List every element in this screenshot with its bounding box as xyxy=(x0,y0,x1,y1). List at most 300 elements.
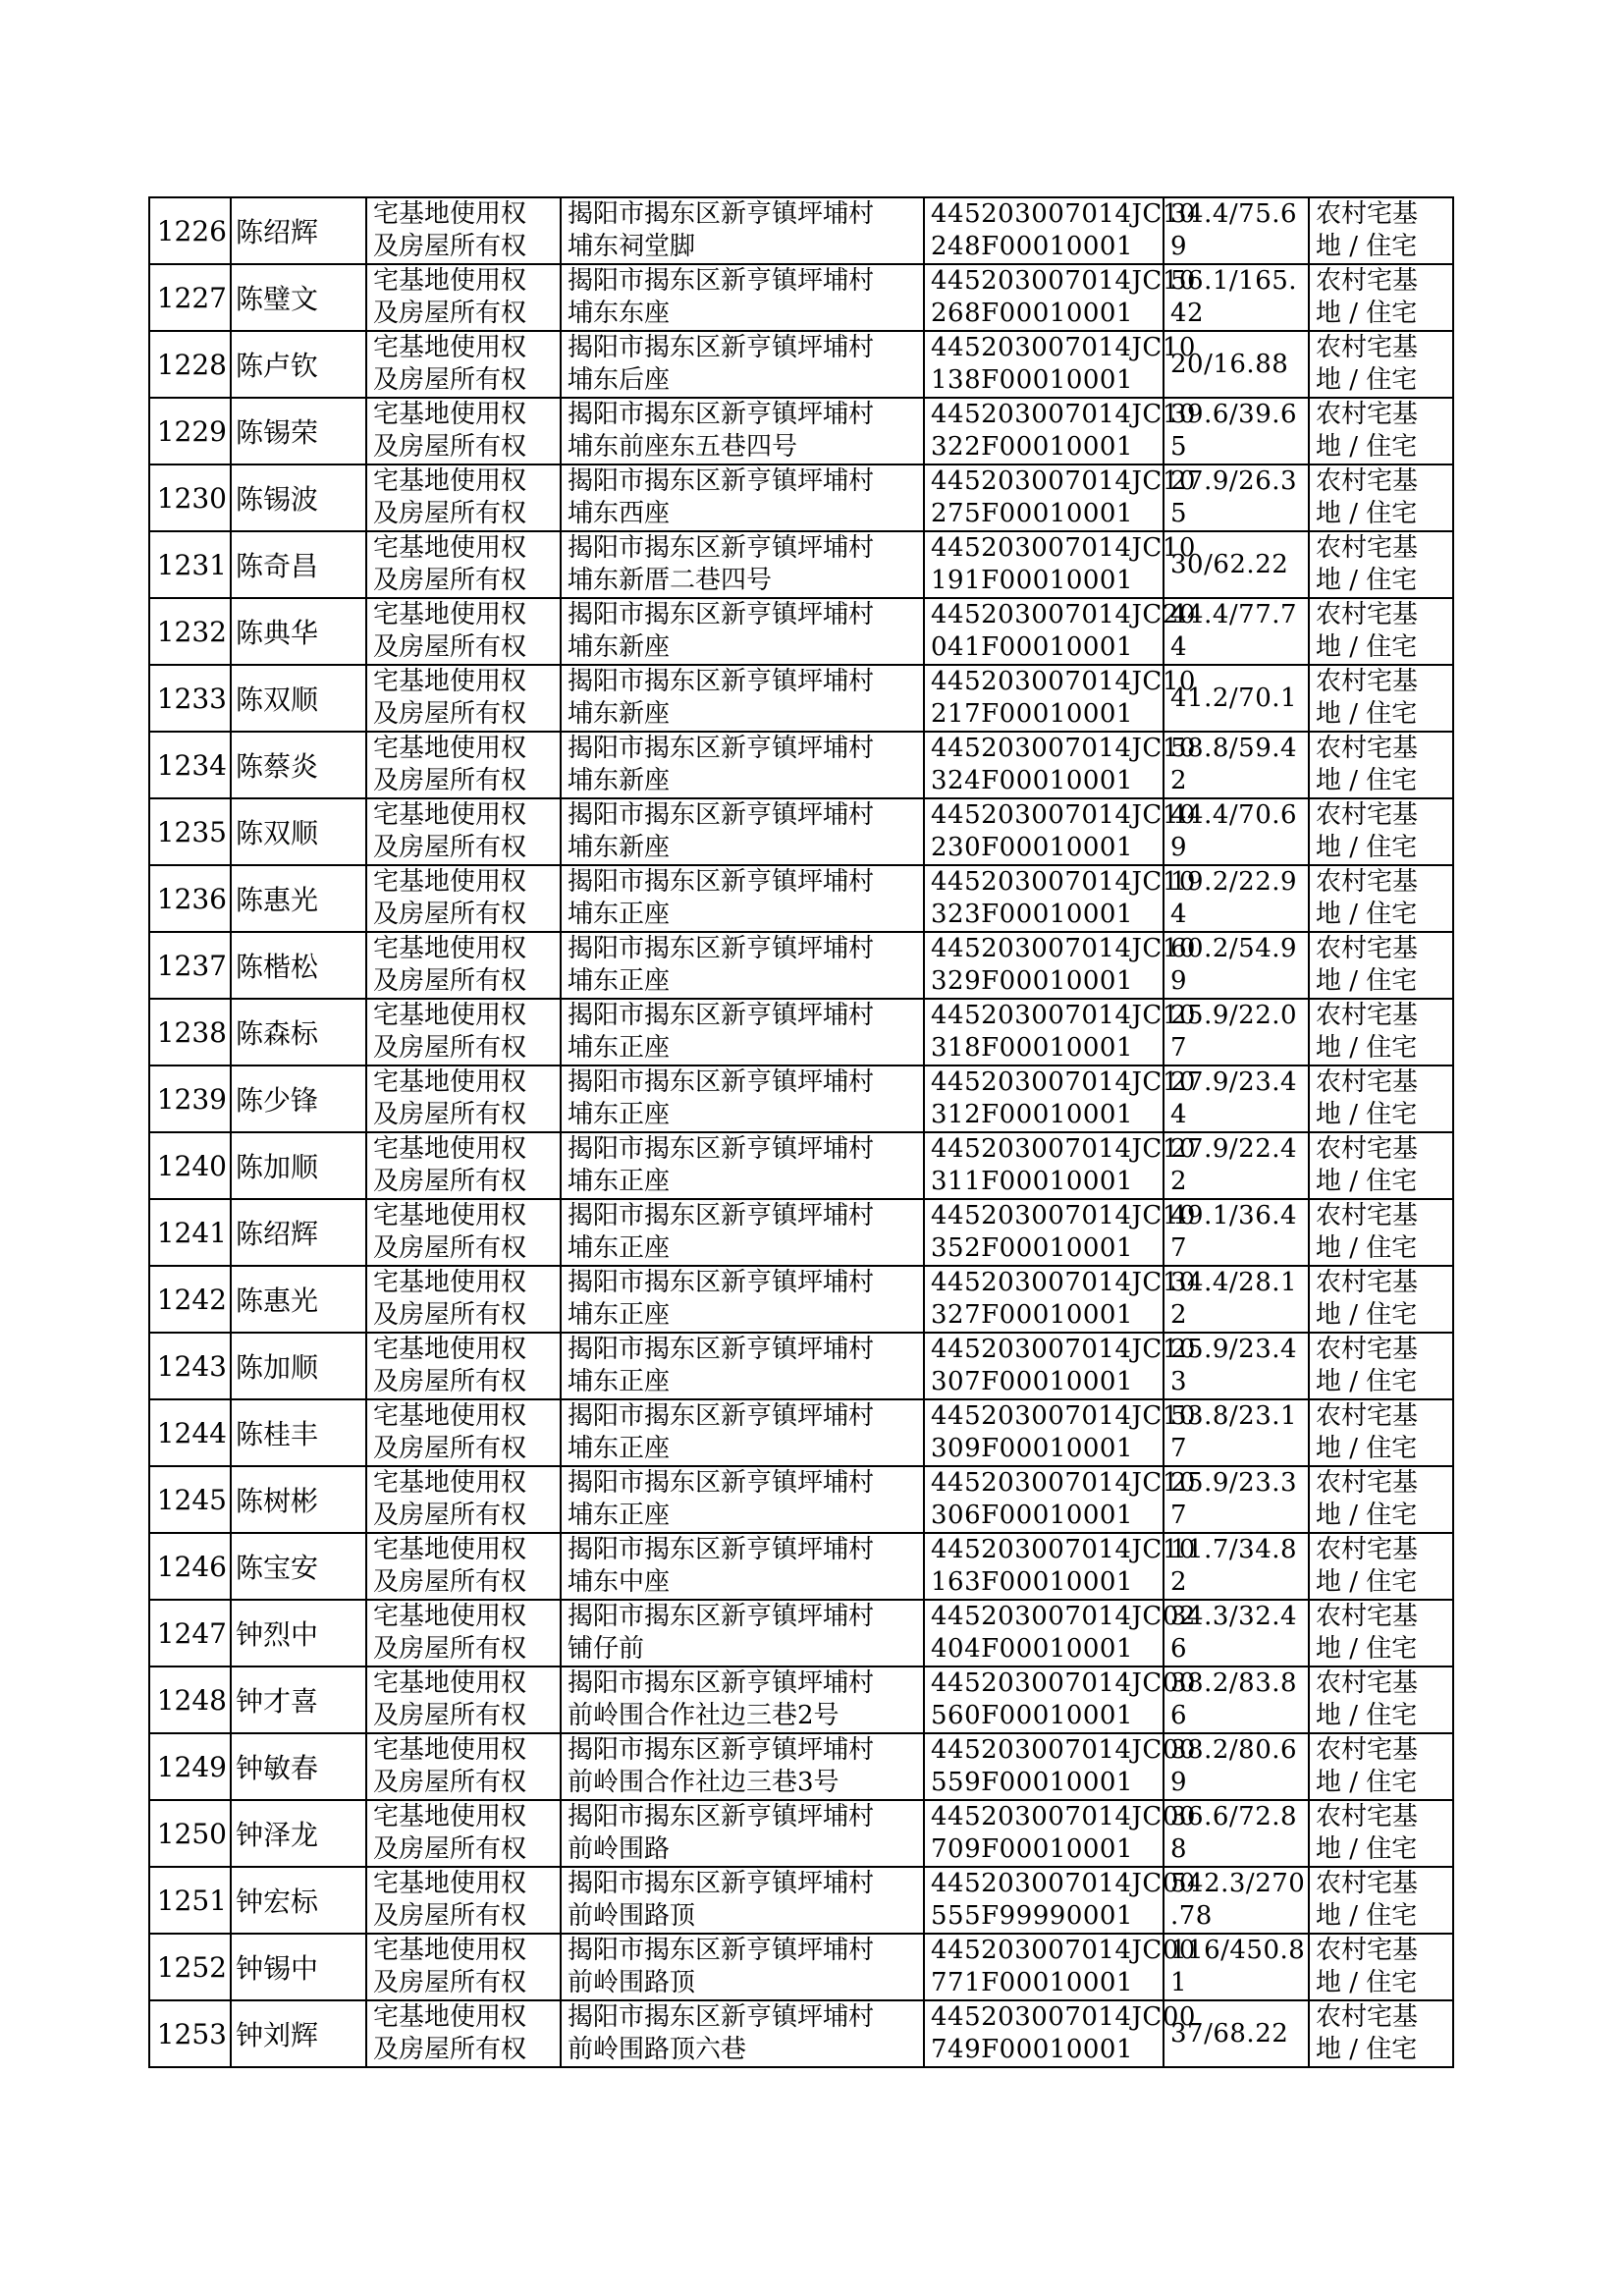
land-use-line: 农村宅基 xyxy=(1316,1802,1419,1831)
right-type-cell xyxy=(366,197,561,264)
unit-code-line: 445203007014JC10 xyxy=(931,734,1196,763)
owner-name-cell: 陈锡波 xyxy=(231,464,366,531)
property-address-line: 埔东后座 xyxy=(568,365,671,395)
property-address-line: 揭阳市揭东区新亨镇坪埔村 xyxy=(568,2002,875,2032)
land-use-cell xyxy=(1309,197,1453,264)
land-use-line: 农村宅基 xyxy=(1316,1201,1419,1230)
owner-name-cell: 陈宝安 xyxy=(231,1533,366,1600)
right-type-cell xyxy=(366,665,561,732)
property-address-line: 埔东西座 xyxy=(568,499,671,528)
right-type-line: 及房屋所有权 xyxy=(373,833,527,862)
record-number-cell: 1235 xyxy=(149,798,231,865)
unit-code-line: 445203007014JC10 xyxy=(931,266,1196,296)
right-type-line: 宅基地使用权 xyxy=(373,1401,527,1431)
area-value-cell xyxy=(1164,732,1309,798)
unit-code-line: 248F00010001 xyxy=(931,232,1134,261)
property-address-line: 揭阳市揭东区新亨镇坪埔村 xyxy=(568,1335,875,1364)
owner-name-cell: 陈绍辉 xyxy=(231,197,366,264)
land-use-line: 地 / 住宅 xyxy=(1316,499,1418,528)
property-address-line: 埔东正座 xyxy=(568,1167,671,1196)
right-type-line: 宅基地使用权 xyxy=(373,867,527,897)
table-row xyxy=(149,1466,1453,1533)
area-value-cell xyxy=(1164,1132,1309,1199)
right-type-line: 及房屋所有权 xyxy=(373,1968,527,1997)
unit-code-cell xyxy=(924,1399,1196,1466)
property-address-line: 埔东正座 xyxy=(568,1367,671,1396)
property-address-line: 揭阳市揭东区新亨镇坪埔村 xyxy=(568,1268,875,1297)
right-type-line: 及房屋所有权 xyxy=(373,1768,527,1797)
record-number-cell: 1247 xyxy=(149,1600,231,1667)
area-value-line: 25.9/23.4 xyxy=(1170,1335,1298,1364)
land-use-line: 地 / 住宅 xyxy=(1316,699,1418,729)
property-address-line: 埔东正座 xyxy=(568,1434,671,1463)
table-row xyxy=(149,1867,1453,1934)
area-value-cell xyxy=(1164,1266,1309,1333)
record-number-cell: 1253 xyxy=(149,2000,231,2067)
right-type-line: 及房屋所有权 xyxy=(373,1634,527,1664)
unit-code-line: 322F00010001 xyxy=(931,432,1134,462)
right-type-line: 宅基地使用权 xyxy=(373,199,527,229)
table-row xyxy=(149,1399,1453,1466)
land-use-line: 农村宅基 xyxy=(1316,1936,1419,1965)
right-type-line: 宅基地使用权 xyxy=(373,333,527,362)
property-address-cell xyxy=(561,1733,924,1800)
table-row xyxy=(149,331,1453,398)
right-type-line: 及房屋所有权 xyxy=(373,1300,527,1330)
land-use-line: 地 / 住宅 xyxy=(1316,900,1418,929)
property-address-line: 揭阳市揭东区新亨镇坪埔村 xyxy=(568,199,875,229)
unit-code-line: 445203007014JC10 xyxy=(931,400,1196,429)
land-use-line: 农村宅基 xyxy=(1316,1335,1419,1364)
property-address-cell xyxy=(561,665,924,732)
property-address-cell xyxy=(561,398,924,464)
unit-code-cell xyxy=(924,798,1196,865)
right-type-line: 及房屋所有权 xyxy=(373,1834,527,1864)
area-value-line: 53.8/23.1 xyxy=(1170,1401,1298,1431)
area-value-cell xyxy=(1164,1800,1309,1867)
unit-code-cell xyxy=(924,331,1196,398)
property-address-cell xyxy=(561,2000,924,2067)
record-number-cell: 1242 xyxy=(149,1266,231,1333)
property-address-line: 揭阳市揭东区新亨镇坪埔村 xyxy=(568,1869,875,1898)
property-address-line: 揭阳市揭东区新亨镇坪埔村 xyxy=(568,400,875,429)
right-type-line: 宅基地使用权 xyxy=(373,2002,527,2032)
area-value-cell xyxy=(1164,1600,1309,1667)
unit-code-cell xyxy=(924,598,1196,665)
record-number-cell: 1237 xyxy=(149,932,231,999)
land-use-cell xyxy=(1309,398,1453,464)
land-use-line: 农村宅基 xyxy=(1316,600,1419,629)
property-address-cell xyxy=(561,264,924,331)
right-type-cell xyxy=(366,2000,561,2067)
land-use-line: 地 / 住宅 xyxy=(1316,632,1418,662)
table-body xyxy=(149,197,1453,2067)
land-use-cell xyxy=(1309,1533,1453,1600)
land-use-cell xyxy=(1309,1667,1453,1733)
unit-code-cell xyxy=(924,1667,1196,1733)
area-value-line: 36.6/72.8 xyxy=(1170,1802,1298,1831)
unit-code-line: 445203007014JC10 xyxy=(931,1335,1196,1364)
area-value-line: 2 xyxy=(1170,766,1188,795)
right-type-cell xyxy=(366,1533,561,1600)
record-number-cell: 1233 xyxy=(149,665,231,732)
area-value-line: 7 xyxy=(1170,1501,1188,1530)
land-use-cell xyxy=(1309,798,1453,865)
property-address-cell xyxy=(561,865,924,932)
owner-name-cell: 钟泽龙 xyxy=(231,1800,366,1867)
record-number-cell: 1230 xyxy=(149,464,231,531)
area-value-line: 25.9/23.3 xyxy=(1170,1468,1298,1498)
property-address-line: 揭阳市揭东区新亨镇坪埔村 xyxy=(568,1401,875,1431)
area-value-line: 27.9/22.4 xyxy=(1170,1134,1298,1164)
property-address-line: 前岭围路顶 xyxy=(568,1968,696,1997)
right-type-line: 及房屋所有权 xyxy=(373,900,527,929)
land-use-cell xyxy=(1309,999,1453,1066)
property-address-line: 揭阳市揭东区新亨镇坪埔村 xyxy=(568,1134,875,1164)
right-type-line: 及房屋所有权 xyxy=(373,699,527,729)
table-row xyxy=(149,798,1453,865)
area-value-cell xyxy=(1164,398,1309,464)
area-value-line: 38.2/83.8 xyxy=(1170,1668,1298,1698)
record-number-cell: 1252 xyxy=(149,1934,231,2000)
owner-name-cell: 陈卢钦 xyxy=(231,331,366,398)
land-use-cell xyxy=(1309,1934,1453,2000)
record-number-cell: 1245 xyxy=(149,1466,231,1533)
land-use-cell xyxy=(1309,1733,1453,1800)
unit-code-cell xyxy=(924,1733,1196,1800)
table-row xyxy=(149,1600,1453,1667)
owner-name-cell: 陈森标 xyxy=(231,999,366,1066)
owner-name-cell: 陈加顺 xyxy=(231,1132,366,1199)
property-address-line: 前岭围路顶六巷 xyxy=(568,2035,747,2064)
owner-name-cell: 陈惠光 xyxy=(231,865,366,932)
right-type-cell xyxy=(366,1600,561,1667)
property-address-line: 揭阳市揭东区新亨镇坪埔村 xyxy=(568,1936,875,1965)
property-address-line: 埔东东座 xyxy=(568,299,671,328)
right-type-cell xyxy=(366,598,561,665)
property-address-line: 埔东祠堂脚 xyxy=(568,232,696,261)
table-row xyxy=(149,398,1453,464)
area-value-line: 41.2/70.1 xyxy=(1170,683,1298,713)
unit-code-line: 445203007014JC10 xyxy=(931,667,1196,696)
area-value-cell xyxy=(1164,1399,1309,1466)
right-type-cell xyxy=(366,1333,561,1399)
area-value-cell xyxy=(1164,1867,1309,1934)
unit-code-cell xyxy=(924,464,1196,531)
unit-code-cell xyxy=(924,1333,1196,1399)
land-use-cell xyxy=(1309,1132,1453,1199)
land-use-line: 地 / 住宅 xyxy=(1316,833,1418,862)
unit-code-line: 445203007014JC10 xyxy=(931,1401,1196,1431)
owner-name-cell: 陈典华 xyxy=(231,598,366,665)
right-type-line: 及房屋所有权 xyxy=(373,499,527,528)
unit-code-line: 138F00010001 xyxy=(931,365,1134,395)
unit-code-line: 309F00010001 xyxy=(931,1434,1134,1463)
land-use-cell xyxy=(1309,1266,1453,1333)
property-address-line: 前岭围路 xyxy=(568,1834,671,1864)
property-address-line: 埔东正座 xyxy=(568,1233,671,1263)
land-use-line: 农村宅基 xyxy=(1316,1535,1419,1564)
land-use-line: 农村宅基 xyxy=(1316,800,1419,830)
property-address-line: 揭阳市揭东区新亨镇坪埔村 xyxy=(568,934,875,963)
owner-name-cell: 陈绍辉 xyxy=(231,1199,366,1266)
unit-code-line: 445203007014JC10 xyxy=(931,1001,1196,1030)
property-address-line: 揭阳市揭东区新亨镇坪埔村 xyxy=(568,667,875,696)
owner-name-cell: 钟锡中 xyxy=(231,1934,366,2000)
unit-code-cell xyxy=(924,531,1196,598)
land-use-cell xyxy=(1309,598,1453,665)
unit-code-line: 445203007014JC00 xyxy=(931,1802,1196,1831)
property-address-line: 揭阳市揭东区新亨镇坪埔村 xyxy=(568,533,875,563)
unit-code-cell xyxy=(924,2000,1196,2067)
right-type-cell xyxy=(366,1399,561,1466)
unit-code-line: 329F00010001 xyxy=(931,966,1134,996)
record-number-cell: 1226 xyxy=(149,197,231,264)
unit-code-cell xyxy=(924,1132,1196,1199)
unit-code-cell xyxy=(924,398,1196,464)
property-address-line: 埔东正座 xyxy=(568,1033,671,1063)
owner-name-cell: 钟才喜 xyxy=(231,1667,366,1733)
land-use-line: 农村宅基 xyxy=(1316,266,1419,296)
property-address-line: 埔东新座 xyxy=(568,632,671,662)
right-type-line: 宅基地使用权 xyxy=(373,734,527,763)
table-row xyxy=(149,1800,1453,1867)
right-type-line: 宅基地使用权 xyxy=(373,400,527,429)
property-address-line: 埔东新座 xyxy=(568,766,671,795)
right-type-cell xyxy=(366,464,561,531)
property-address-cell xyxy=(561,598,924,665)
right-type-cell xyxy=(366,1199,561,1266)
area-value-cell xyxy=(1164,1199,1309,1266)
unit-code-line: 445203007014JC10 xyxy=(931,1134,1196,1164)
table-row xyxy=(149,464,1453,531)
area-value-cell xyxy=(1164,1733,1309,1800)
record-number-cell: 1228 xyxy=(149,331,231,398)
land-use-line: 地 / 住宅 xyxy=(1316,1701,1418,1730)
unit-code-cell xyxy=(924,1266,1196,1333)
area-value-line: 38.2/80.6 xyxy=(1170,1735,1298,1765)
area-value-line: 58.8/59.4 xyxy=(1170,734,1298,763)
property-address-cell xyxy=(561,1934,924,2000)
land-use-cell xyxy=(1309,732,1453,798)
property-address-line: 前岭围路顶 xyxy=(568,1901,696,1931)
right-type-line: 宅基地使用权 xyxy=(373,1602,527,1631)
unit-code-line: 352F00010001 xyxy=(931,1233,1134,1263)
table-row xyxy=(149,264,1453,331)
area-value-line: 9 xyxy=(1170,232,1188,261)
right-type-line: 宅基地使用权 xyxy=(373,1936,527,1965)
area-value-line: 30/62.22 xyxy=(1170,549,1289,579)
area-value-line: 9 xyxy=(1170,966,1188,996)
land-use-line: 地 / 住宅 xyxy=(1316,2035,1418,2064)
property-rights-table xyxy=(148,196,1454,2068)
unit-code-line: 445203007014JC10 xyxy=(931,199,1196,229)
land-use-line: 地 / 住宅 xyxy=(1316,1501,1418,1530)
area-value-line: 6 xyxy=(1170,1701,1188,1730)
right-type-line: 宅基地使用权 xyxy=(373,1001,527,1030)
unit-code-line: 555F99990001 xyxy=(931,1901,1134,1931)
unit-code-line: 217F00010001 xyxy=(931,699,1134,729)
right-type-line: 及房屋所有权 xyxy=(373,232,527,261)
unit-code-cell xyxy=(924,932,1196,999)
property-address-cell xyxy=(561,531,924,598)
land-use-line: 地 / 住宅 xyxy=(1316,365,1418,395)
owner-name-cell: 陈双顺 xyxy=(231,665,366,732)
table-row xyxy=(149,1934,1453,2000)
area-value-line: 6 xyxy=(1170,1634,1188,1664)
area-value-line: 20/16.88 xyxy=(1170,349,1289,379)
unit-code-line: 445203007014JC10 xyxy=(931,1535,1196,1564)
table-row xyxy=(149,1333,1453,1399)
area-value-cell xyxy=(1164,1333,1309,1399)
unit-code-line: 445203007014JC10 xyxy=(931,800,1196,830)
record-number-cell: 1236 xyxy=(149,865,231,932)
area-value-line: 4 xyxy=(1170,900,1188,929)
right-type-line: 及房屋所有权 xyxy=(373,566,527,595)
record-number-cell: 1229 xyxy=(149,398,231,464)
area-value-line: 34.4/28.1 xyxy=(1170,1268,1298,1297)
property-address-line: 揭阳市揭东区新亨镇坪埔村 xyxy=(568,1802,875,1831)
right-type-cell xyxy=(366,1266,561,1333)
area-value-line: 34.4/75.6 xyxy=(1170,199,1298,229)
area-value-line: 5 xyxy=(1170,432,1188,462)
property-address-cell xyxy=(561,1533,924,1600)
area-value-cell xyxy=(1164,865,1309,932)
land-use-line: 地 / 住宅 xyxy=(1316,1901,1418,1931)
unit-code-line: 445203007014JC00 xyxy=(931,1936,1196,1965)
property-address-line: 揭阳市揭东区新亨镇坪埔村 xyxy=(568,466,875,496)
right-type-cell xyxy=(366,999,561,1066)
property-address-line: 埔东正座 xyxy=(568,900,671,929)
property-address-cell xyxy=(561,1800,924,1867)
land-use-line: 农村宅基 xyxy=(1316,1735,1419,1765)
land-use-line: 地 / 住宅 xyxy=(1316,432,1418,462)
property-address-line: 铺仔前 xyxy=(568,1634,645,1664)
property-address-line: 埔东正座 xyxy=(568,1300,671,1330)
land-use-cell xyxy=(1309,665,1453,732)
property-address-line: 揭阳市揭东区新亨镇坪埔村 xyxy=(568,600,875,629)
land-use-line: 农村宅基 xyxy=(1316,1468,1419,1498)
area-value-line: 8 xyxy=(1170,1834,1188,1864)
right-type-line: 及房屋所有权 xyxy=(373,1434,527,1463)
land-use-line: 农村宅基 xyxy=(1316,1134,1419,1164)
land-use-line: 农村宅基 xyxy=(1316,1268,1419,1297)
land-use-line: 农村宅基 xyxy=(1316,1869,1419,1898)
right-type-cell xyxy=(366,732,561,798)
land-use-line: 地 / 住宅 xyxy=(1316,1167,1418,1196)
land-use-line: 地 / 住宅 xyxy=(1316,1634,1418,1664)
property-address-cell xyxy=(561,999,924,1066)
land-use-cell xyxy=(1309,531,1453,598)
unit-code-line: 445203007014JC10 xyxy=(931,934,1196,963)
land-use-line: 地 / 住宅 xyxy=(1316,1300,1418,1330)
owner-name-cell: 陈双顺 xyxy=(231,798,366,865)
land-use-line: 农村宅基 xyxy=(1316,2002,1419,2032)
unit-code-line: 560F00010001 xyxy=(931,1701,1134,1730)
land-use-line: 地 / 住宅 xyxy=(1316,1768,1418,1797)
record-number-cell: 1240 xyxy=(149,1132,231,1199)
property-address-line: 埔东中座 xyxy=(568,1567,671,1597)
property-address-line: 揭阳市揭东区新亨镇坪埔村 xyxy=(568,734,875,763)
right-type-line: 宅基地使用权 xyxy=(373,266,527,296)
right-type-cell xyxy=(366,1867,561,1934)
right-type-line: 宅基地使用权 xyxy=(373,1335,527,1364)
record-number-cell: 1251 xyxy=(149,1867,231,1934)
property-address-line: 埔东正座 xyxy=(568,1100,671,1129)
property-address-cell xyxy=(561,732,924,798)
land-use-line: 农村宅基 xyxy=(1316,333,1419,362)
land-use-cell xyxy=(1309,1600,1453,1667)
unit-code-line: 749F00010001 xyxy=(931,2035,1134,2064)
unit-code-cell xyxy=(924,1533,1196,1600)
owner-name-cell: 陈璧文 xyxy=(231,264,366,331)
right-type-line: 宅基地使用权 xyxy=(373,1735,527,1765)
area-value-cell xyxy=(1164,1466,1309,1533)
unit-code-cell xyxy=(924,865,1196,932)
unit-code-line: 268F00010001 xyxy=(931,299,1134,328)
property-address-line: 揭阳市揭东区新亨镇坪埔村 xyxy=(568,1735,875,1765)
area-value-line: 5 xyxy=(1170,499,1188,528)
right-type-line: 及房屋所有权 xyxy=(373,766,527,795)
land-use-cell xyxy=(1309,264,1453,331)
land-use-cell xyxy=(1309,1867,1453,1934)
right-type-line: 及房屋所有权 xyxy=(373,1233,527,1263)
owner-name-cell: 陈蔡炎 xyxy=(231,732,366,798)
area-value-cell xyxy=(1164,1667,1309,1733)
area-value-line: 37/68.22 xyxy=(1170,2018,1289,2049)
area-value-line: 2 xyxy=(1170,1167,1188,1196)
area-value-line: 2 xyxy=(1170,1567,1188,1597)
area-value-line: 9 xyxy=(1170,833,1188,862)
unit-code-line: 445203007014JC10 xyxy=(931,466,1196,496)
property-address-cell xyxy=(561,798,924,865)
owner-name-cell: 钟宏标 xyxy=(231,1867,366,1934)
property-address-line: 揭阳市揭东区新亨镇坪埔村 xyxy=(568,1201,875,1230)
property-address-line: 揭阳市揭东区新亨镇坪埔村 xyxy=(568,266,875,296)
area-value-cell xyxy=(1164,264,1309,331)
area-value-cell xyxy=(1164,1066,1309,1132)
property-address-cell xyxy=(561,1333,924,1399)
property-address-line: 埔东新厝二巷四号 xyxy=(568,566,773,595)
land-use-cell xyxy=(1309,331,1453,398)
property-address-cell xyxy=(561,1867,924,1934)
unit-code-line: 306F00010001 xyxy=(931,1501,1134,1530)
land-use-line: 农村宅基 xyxy=(1316,1001,1419,1030)
unit-code-line: 191F00010001 xyxy=(931,566,1134,595)
record-number-cell: 1241 xyxy=(149,1199,231,1266)
right-type-line: 宅基地使用权 xyxy=(373,1802,527,1831)
land-use-cell xyxy=(1309,865,1453,932)
right-type-line: 宅基地使用权 xyxy=(373,1268,527,1297)
area-value-line: 4 xyxy=(1170,1100,1188,1129)
owner-name-cell: 陈楷松 xyxy=(231,932,366,999)
property-address-line: 揭阳市揭东区新亨镇坪埔村 xyxy=(568,1468,875,1498)
property-address-cell xyxy=(561,464,924,531)
area-value-line: .78 xyxy=(1170,1901,1213,1931)
right-type-cell xyxy=(366,1466,561,1533)
area-value-line: 11.7/34.8 xyxy=(1170,1535,1298,1564)
table-row xyxy=(149,531,1453,598)
right-type-line: 及房屋所有权 xyxy=(373,1901,527,1931)
table-row xyxy=(149,2000,1453,2067)
right-type-line: 及房屋所有权 xyxy=(373,1501,527,1530)
area-value-cell xyxy=(1164,598,1309,665)
land-use-cell xyxy=(1309,932,1453,999)
table-row xyxy=(149,1533,1453,1600)
area-value-line: 42 xyxy=(1170,299,1205,328)
right-type-line: 及房屋所有权 xyxy=(373,632,527,662)
table-row xyxy=(149,1733,1453,1800)
